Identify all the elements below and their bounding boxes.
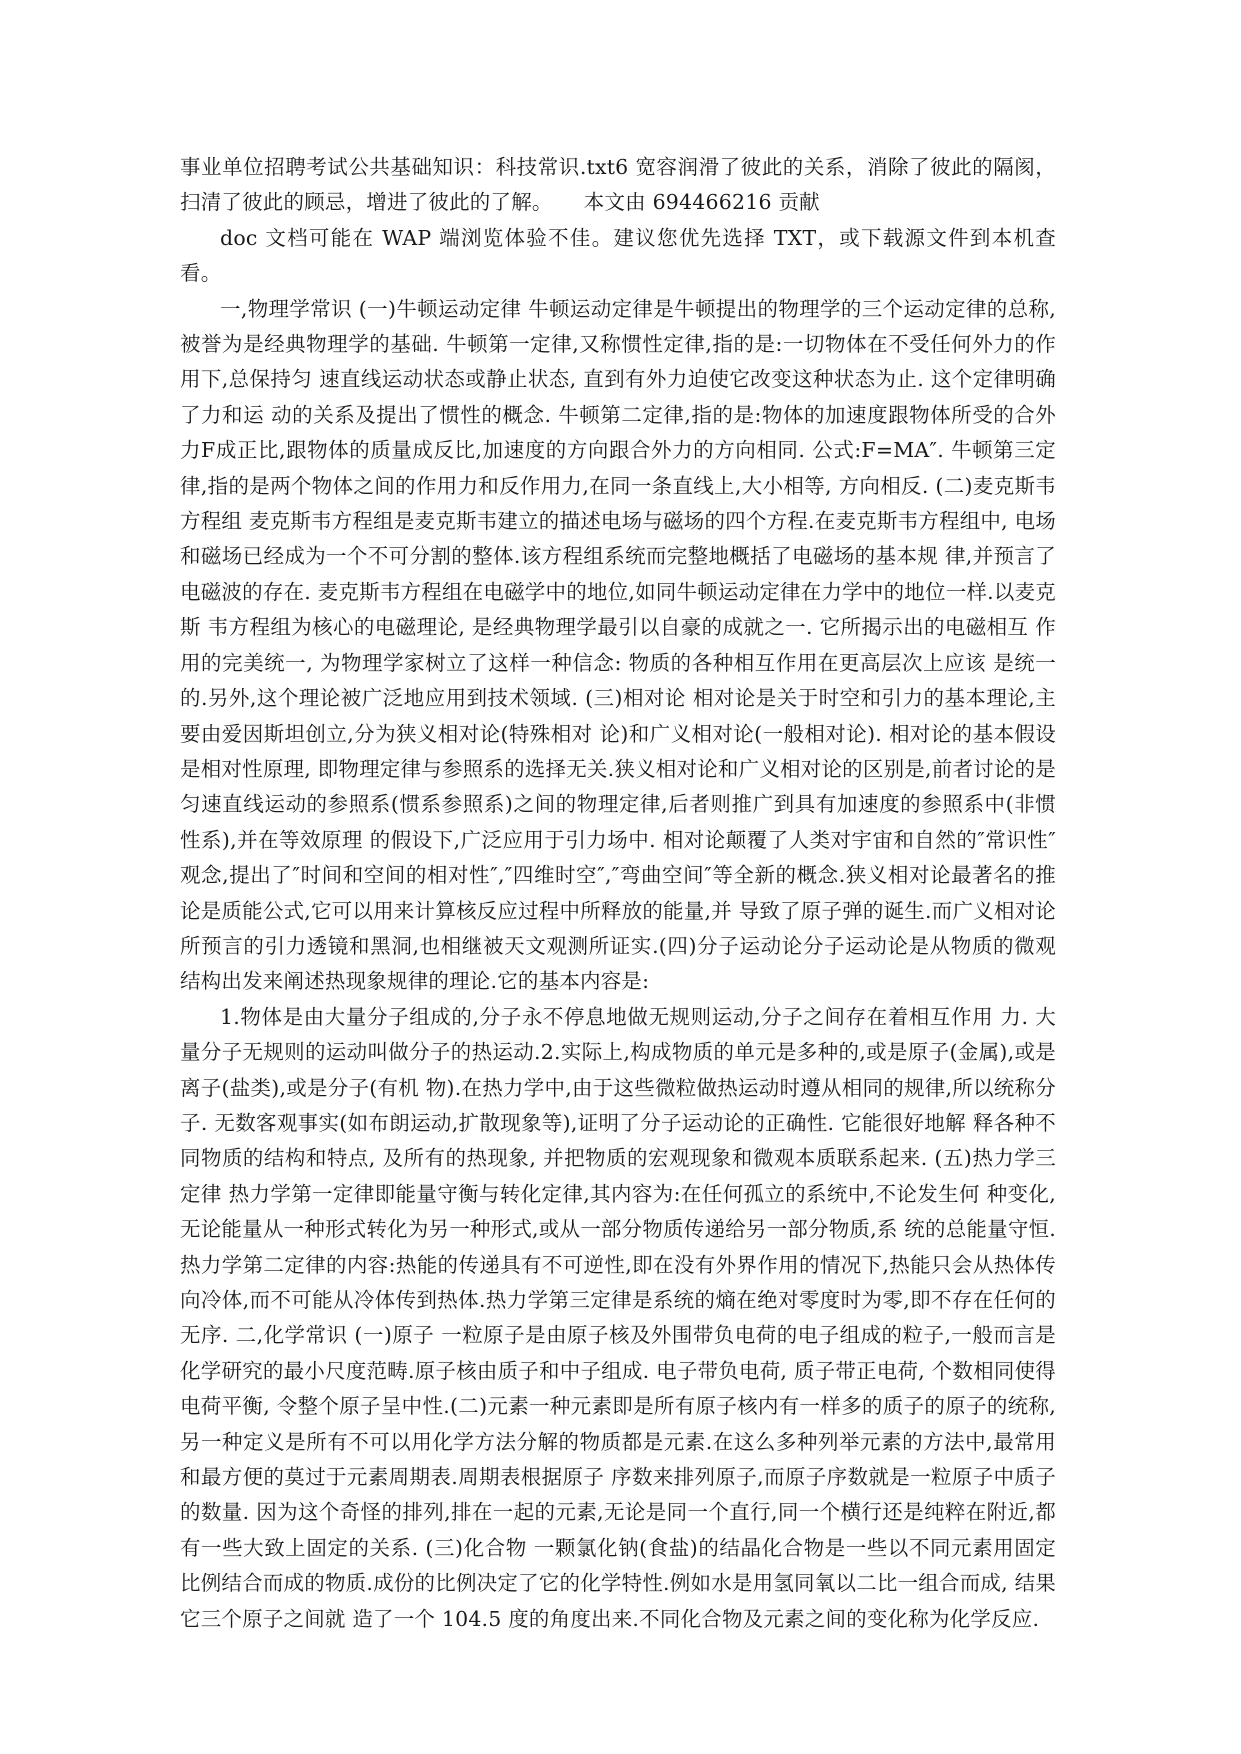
molecular-chemistry-paragraph: 1.物体是由大量分子组成的,分子永不停息地做无规则运动,分子之间存在着相互作用 力. 大量分子无规则的运动叫做分子的热运动.2.实际上,构成物质的单元是多种的,或是原子(金属),或是离子(盐类),或是分子(有机 物).在热力学中,由于这些微粒做热运动时遵从相同的规律,所以统称分子. 无数客观事实(如布朗运动,扩散现象等),证明了分子运动论的正确性. 它能很好地解 释各种不同物质的结构和特点, 及所有的热现象, 并把物质的宏观现象和微观本质联系起来. (五)热力学三定律 热力学第一定律即能量守衡与转化定律,其内容为:在任何孤立的系统中,不论发生何 种变化,无论能量从一种形式转化为另一种形式,或从一部分物质传递给另一部分物质,系 统的总能量守恒. 热力学第二定律的内容:热能的传递具有不可逆性,即在没有外界作用的情况下,热能只会从热体传向冷体,而不可能从冷体传到热体.热力学第三定律是系统的熵在绝对零度时为零,即不存在任何的无序. 二,化学常识 (一)原子 一粒原子是由原子核及外围带负电荷的电子组成的粒子,一般而言是化学研究的最小尺度范畴.原子核由质子和中子组成. 电子带负电荷, 质子带正电荷, 个数相同使得电荷平衡, 令整个原子呈中性.(二)元素一种元素即是所有原子核内有一样多的质子的原子的统称,另一种定义是所有不可以用化学方法分解的物质都是元素.在这么多种列举元素的方法中,最常用和最方便的莫过于元素周期表.周期表根据原子 序数来排列原子,而原子序数就是一粒原子中质子的数量. 因为这个奇怪的排列,排在一起的元素,无论是同一个直行,同一个横行还是纯粹在附近,都有一些大致上固定的关系. (三)化合物 一颗氯化钠(食盐)的结晶化合物是一些以不同元素用固定比例结合而成的物质.成份的比例决定了它的化学特性.例如水是用氢同氧以二比一组合而成, 结果它三个原子之间就 造了一个 104.5 度的角度出来.不同化合物及元素之间的变化称为化学反应. [180, 1004, 1056, 1631]
intro-paragraph: 事业单位招聘考试公共基础知识：科技常识.txt6 宽容润滑了彼此的关系，消除了彼此的隔阂，扫清了彼此的顾忌，增进了彼此的了解。 本文由 694466216 贡献 [180, 155, 1056, 215]
physics-paragraph: 一,物理学常识 (一)牛顿运动定律 牛顿运动定律是牛顿提出的物理学的三个运动定律的总称, 被誉为是经典物理学的基础. 牛顿第一定律,又称惯性定律,指的是:一切物体在不受任何外力的作用下,总保持匀 速直线运动状态或静止状态, 直到有外力迫使它改变这种状态为止. 这个定律明确了力和运 动的关系及提出了惯性的概念. 牛顿第二定律,指的是:物体的加速度跟物体所受的合外力F成正比,跟物体的质量成反比,加速度的方向跟合外力的方向相同. 公式:F=MA″. 牛顿第三定律,指的是两个物体之间的作用力和反作用力,在同一条直线上,大小相等, 方向相反. (二)麦克斯韦方程组 麦克斯韦方程组是麦克斯韦建立的描述电场与磁场的四个方程.在麦克斯韦方程组中, 电场和磁场已经成为一个不可分割的整体.该方程组系统而完整地概括了电磁场的基本规 律,并预言了电磁波的存在. 麦克斯韦方程组在电磁学中的地位,如同牛顿运动定律在力学中的地位一样.以麦克斯 韦方程组为核心的电磁理论, 是经典物理学最引以自豪的成就之一. 它所揭示出的电磁相互 作用的完美统一, 为物理学家树立了这样一种信念: 物质的各种相互作用在更高层次上应该 是统一的.另外,这个理论被广泛地应用到技术领域. (三)相对论 相对论是关于时空和引力的基本理论,主要由爱因斯坦创立,分为狭义相对论(特殊相对 论)和广义相对论(一般相对论). 相对论的基本假设是相对性原理, 即物理定律与参照系的选择无关.狭义相对论和广义相对论的区别是,前者讨论的是匀速直线运动的参照系(惯系参照系)之间的物理定律,后者则推广到具有加速度的参照系中(非惯性系),并在等效原理 的假设下,广泛应用于引力场中. 相对论颠覆了人类对宇宙和自然的″常识性″观念,提出了″时间和空间的相对性″,″四维时空″,″弯曲空间″等全新的概念.狭义相对论最著名的推论是质能公式,它可以用来计算核反应过程中所释放的能量,并 导致了原子弹的诞生.而广义相对论所预言的引力透镜和黑洞,也相继被天文观测所证实.(四)分子运动论分子运动论是从物质的微观结构出发来阐述热现象规律的理论.它的基本内容是: [180, 296, 1056, 994]
document-page [180, 150, 1056, 1637]
notice-paragraph: doc 文档可能在 WAP 端浏览体验不佳。建议您优先选择 TXT，或下载源文件到本机查看。 [180, 225, 1056, 286]
